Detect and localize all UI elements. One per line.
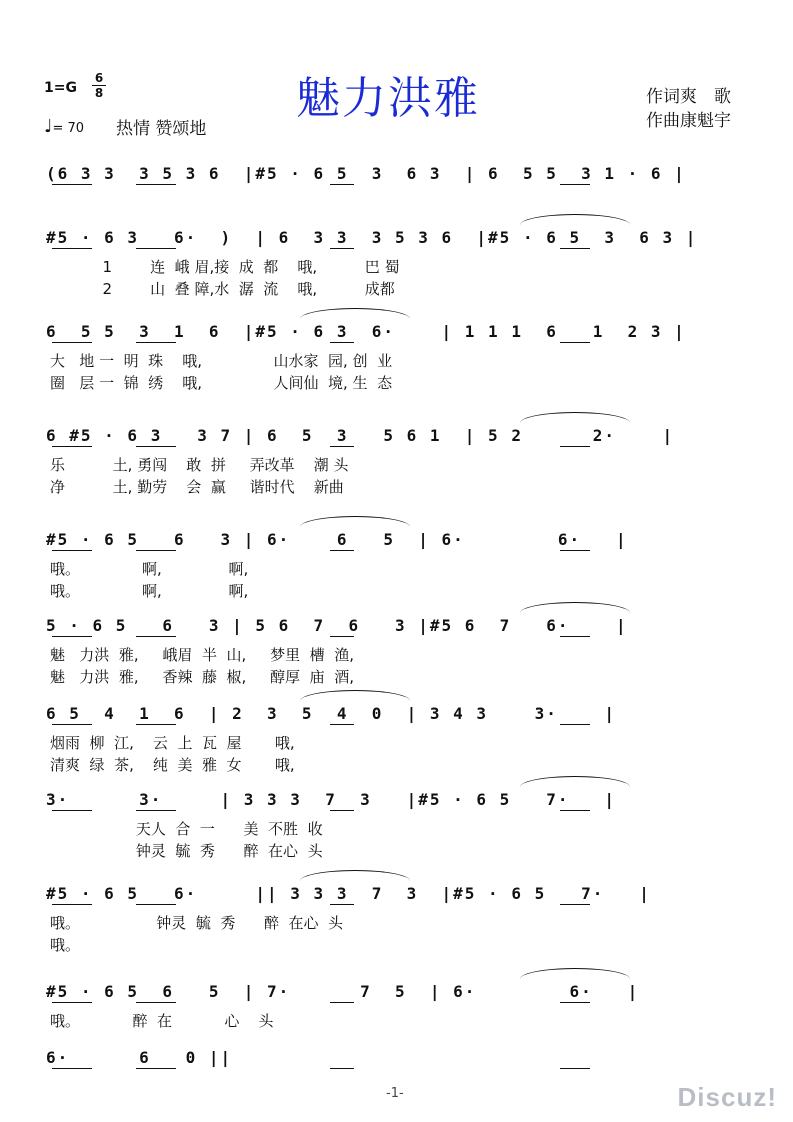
lyric-line: 圈 层 一 锦 绣 哦, 人间仙 境, 生 态 [50, 374, 393, 392]
beam-line [52, 724, 92, 725]
beam-line [330, 446, 354, 447]
slur-arc [520, 776, 630, 787]
beam-line [560, 724, 590, 725]
beam-line [136, 1068, 176, 1069]
beam-line [52, 342, 92, 343]
beam-line [52, 904, 92, 905]
lyric-line: 魅 力洪 雅, 峨眉 半 山, 梦里 槽 渔, [50, 646, 354, 664]
lyric-line: 净 土, 勤劳 会 赢 谐时代 新曲 [50, 478, 344, 496]
beam-line [52, 248, 92, 249]
lyric-line: 哦。 [50, 936, 81, 954]
beam-line [330, 724, 354, 725]
score-row [0, 882, 793, 954]
beam-line [330, 248, 354, 249]
beam-line [560, 1068, 590, 1069]
score-row [0, 162, 793, 188]
slur-arc [520, 602, 630, 613]
slur-arc [300, 516, 410, 527]
beam-line [52, 1068, 92, 1069]
beam-line [52, 810, 92, 811]
lyric-line: 哦。 钟灵 毓 秀 醉 在心 头 [50, 914, 344, 932]
beam-line [52, 636, 92, 637]
key-signature: 1=G [44, 80, 77, 96]
beam-line [560, 810, 590, 811]
beam-line [136, 810, 176, 811]
slur-arc [300, 690, 410, 701]
jianpu-notes: #5 · 6 5 6 5 | 7· 7 5 | 6· 6· | [46, 982, 640, 1001]
lyric-line: 哦。 啊, 啊, [50, 582, 249, 600]
jianpu-notes: #5 · 6 5 6· || 3 3 3 7 3 |#5 · 6 5 7· | [46, 884, 651, 903]
slur-arc [520, 968, 630, 979]
beam-line [330, 810, 354, 811]
forum-watermark: Discuz! [677, 1082, 777, 1112]
lyric-line: 大 地 一 明 珠 哦, 山水家 园, 创 业 [50, 352, 393, 370]
meter-top: 6 [94, 71, 104, 85]
score-row [0, 226, 793, 298]
lyric-line: 天人 合 一 美 不胜 收 [50, 820, 323, 838]
beam-line [330, 1002, 354, 1003]
jianpu-notes: 6· 6 0 || [46, 1048, 233, 1067]
beam-line [136, 636, 176, 637]
slur-arc [300, 308, 410, 319]
score-row [0, 702, 793, 774]
beam-line [330, 1068, 354, 1069]
slur-arc [520, 214, 630, 225]
beam-line [136, 1002, 176, 1003]
jianpu-notes: 5 · 6 5 6 3 | 5 6 7 6 3 |#5 6 7 6· | [46, 616, 628, 635]
expression-marking: 热情 赞颂地 [116, 119, 207, 139]
tempo-marking [44, 116, 84, 137]
beam-line [136, 248, 176, 249]
lyric-line: 哦。 啊, 啊, [50, 560, 249, 578]
beam-line [560, 342, 590, 343]
meter-bottom: 8 [94, 86, 104, 100]
slur-arc [520, 412, 630, 423]
score-row [0, 424, 793, 496]
jianpu-notes: #5 · 6 5 6 3 | 6· 6 5 | 6· 6· | [46, 530, 628, 549]
score-row [0, 1046, 793, 1072]
beam-line [330, 342, 354, 343]
lyric-line: 烟雨 柳 江, 云 上 瓦 屋 哦, [50, 734, 295, 752]
beam-line [330, 550, 354, 551]
beam-line [52, 446, 92, 447]
beam-line [52, 550, 92, 551]
beam-line [560, 1002, 590, 1003]
jianpu-notes: (6 3 3 3 5 3 6 |#5 · 6 5 3 6 3 | 6 5 5 3 1 · 6 | [46, 164, 686, 183]
beam-line [330, 184, 354, 185]
beam-line [560, 184, 590, 185]
beam-line [560, 248, 590, 249]
jianpu-notes: 6 #5 · 6 3 3 7 | 6 5 3 5 6 1 | 5 2 2· | [46, 426, 675, 445]
score-row [0, 320, 793, 392]
beam-line [330, 636, 354, 637]
jianpu-notes: 6 5 4 1 6 | 2 3 5 4 0 | 3 4 3 3· | [46, 704, 617, 723]
beam-line [560, 904, 590, 905]
beam-line [136, 550, 176, 551]
jianpu-notes: 3· 3· | 3 3 3 7 3 |#5 · 6 5 7· | [46, 790, 617, 809]
time-signature [92, 72, 106, 99]
slur-arc [300, 870, 410, 881]
jianpu-notes: #5 · 6 3 6· ) | 6 3 3 3 5 3 6 |#5 · 6 5 3 6 3 | [46, 228, 698, 247]
composer-credit: 作曲康魁宇 [646, 111, 731, 131]
beam-line [560, 550, 590, 551]
beam-line [136, 904, 176, 905]
beam-line [52, 1002, 92, 1003]
score-row [0, 614, 793, 686]
lyric-line: 魅 力洪 雅, 香辣 藤 椒, 醇厚 庙 酒, [50, 668, 354, 686]
lyric-line: 清爽 绿 茶, 纯 美 雅 女 哦, [50, 756, 295, 774]
song-title: 魅力洪雅 [296, 73, 480, 124]
beam-line [330, 904, 354, 905]
lyric-line: 1 连 峨 眉,接 成 都 哦, 巴 蜀 [50, 258, 400, 276]
beam-line [52, 184, 92, 185]
quarter-note-icon: ♩ [44, 116, 53, 137]
score-row [0, 528, 793, 600]
beam-line [136, 446, 176, 447]
jianpu-notes: 6 5 5 3 1 6 |#5 · 6 3 6· | 1 1 1 6 1 2 3 | [46, 322, 686, 341]
beam-line [136, 724, 176, 725]
tempo-value: = 70 [52, 121, 85, 136]
beam-line [136, 342, 176, 343]
beam-line [136, 184, 176, 185]
lyric-line: 钟灵 毓 秀 醉 在心 头 [50, 842, 323, 860]
score-row [0, 788, 793, 860]
score-row [0, 980, 793, 1030]
lyric-line: 2 山 叠 障,水 潺 流 哦, 成都 [50, 280, 395, 298]
beam-line [560, 636, 590, 637]
lyricist-credit: 作词爽 歌 [646, 87, 731, 107]
lyric-line: 哦。 醉 在 心 头 [50, 1012, 274, 1030]
beam-line [560, 446, 590, 447]
page-number: -1- [386, 1086, 404, 1101]
lyric-line: 乐 土, 勇闯 敢 拼 弄改革 潮 头 [50, 456, 349, 474]
